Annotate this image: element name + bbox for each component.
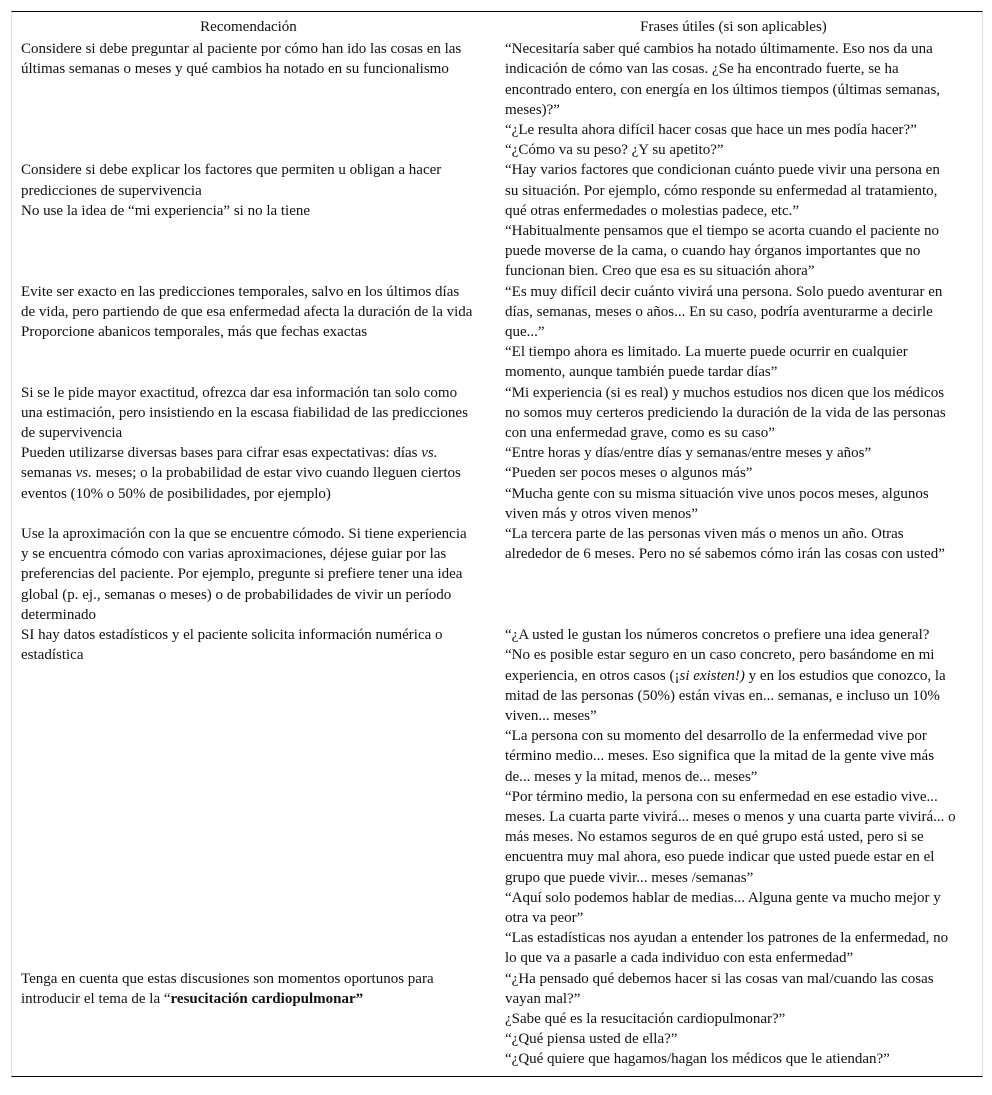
text: Evite ser exacto en las predicciones temporales, salvo en los últimos días de vida, pero partiendo de que esa enfermedad afecta la duración de la vida xyxy=(21,283,473,320)
cell-paragraph xyxy=(505,625,956,645)
text: “La persona con su momento del desarrollo de la enfermedad vive por término medio... meses. Eso significa que la mitad de la gente vive más de... meses y la mitad, menos de... meses” xyxy=(505,728,935,785)
header-useful-phrases: Frases útiles (si son aplicables) xyxy=(640,19,827,35)
header-recommendation: Recomendación xyxy=(200,19,297,35)
text: Use la aproximación con la que se encuentre cómodo. Si tiene experiencia y se encuentra cómodo con varias aproximaciones, déjese guiar por las preferencias del paciente. Por ejemplo, pregunte si prefiere tener una idea global (p. ej., semanas o meses) o de probabilidades de vivir un período determinado xyxy=(21,526,467,623)
table-row xyxy=(12,625,982,968)
text: semanas xyxy=(21,465,76,482)
phrases-cell xyxy=(485,282,982,383)
cell-paragraph xyxy=(21,282,475,322)
text: “¿Cómo va su peso? ¿Y su apetito?” xyxy=(505,142,724,159)
cell-paragraph xyxy=(505,342,956,382)
phrases-cell xyxy=(485,625,982,968)
cell-paragraph xyxy=(505,888,956,928)
text: “¿Ha pensado qué debemos hacer si las cosas van mal/cuando las cosas vayan mal?” xyxy=(505,970,934,1007)
cell-paragraph xyxy=(505,1009,956,1029)
cell-paragraph xyxy=(505,221,956,282)
cell-paragraph xyxy=(505,969,956,1009)
text: “Es muy difícil decir cuánto vivirá una persona. Solo puedo aventurar en días, semanas, meses o años... En su caso, podría aventurarme a decirle que...” xyxy=(505,283,943,341)
text: “¿Qué quiere que hagamos/hagan los médicos que le atiendan?” xyxy=(505,1051,890,1068)
table-row xyxy=(12,160,982,281)
cell-paragraph xyxy=(21,39,475,79)
text: “Mucha gente con su misma situación vive unos pocos meses, algunos viven más y otros viven menos” xyxy=(505,485,929,522)
cell-paragraph xyxy=(505,787,956,888)
text: Considere si debe preguntar al paciente por cómo han ido las cosas en las últimas semanas o meses y qué cambios ha notado en su funcionalismo xyxy=(21,41,462,78)
table-row xyxy=(12,39,982,160)
text: Proporcione abanicos temporales, más que fechas exactas xyxy=(21,324,368,341)
cell-paragraph xyxy=(505,524,956,564)
cell-paragraph xyxy=(505,928,956,968)
cell-paragraph xyxy=(21,969,475,1009)
phrases-cell xyxy=(485,443,982,524)
text: “No es posible estar seguro en un caso concreto, pero basándome en mi experiencia, en otros casos (¡ xyxy=(505,647,935,684)
text: Considere si debe explicar los factores que permiten u obligan a hacer predicciones de supervivencia xyxy=(21,162,442,199)
phrases-cell xyxy=(485,524,982,625)
text: Tenga en cuenta que estas discusiones son momentos oportunos para introducir el tema de la “ xyxy=(21,970,434,1007)
cell-paragraph xyxy=(505,463,956,483)
cell-paragraph xyxy=(505,726,956,787)
text: “Por término medio, la persona con su enfermedad en ese estadio vive... meses. La cuarta parte vivirá... meses o menos y una cuarta parte vivirá... o más meses. No estamos seguros de en qué grupo está usted, pero si se encuentra muy mal ahora, eso puede indicar que usted puede estar en el grupo que puede vivir... meses /semanas” xyxy=(505,788,956,886)
text: “La tercera parte de las personas viven más o menos un año. Otras alrededor de 6 meses. Pero no sé sabemos cómo irán las cosas con usted” xyxy=(505,526,945,563)
text: Si se le pide mayor exactitud, ofrezca dar esa información tan solo como una estimación, pero insistiendo en la escasa fiabilidad de las predicciones de supervivencia xyxy=(21,384,468,442)
cell-paragraph xyxy=(21,160,475,200)
text: “¿Qué piensa usted de ella?” xyxy=(505,1031,678,1048)
table-row xyxy=(12,524,982,625)
table-row xyxy=(12,383,982,444)
cell-paragraph xyxy=(21,383,475,444)
cell-paragraph xyxy=(21,201,475,221)
text: y en los estudios que conozco, la mitad de las personas (50%) están vivas en... semanas, e incluso un 10% viven... meses” xyxy=(505,667,946,724)
cell-paragraph xyxy=(21,524,475,625)
italic-text: si existen!) xyxy=(679,667,745,684)
table-row xyxy=(12,282,982,383)
phrases-cell xyxy=(485,969,982,1076)
table-row xyxy=(12,969,982,1076)
cell-paragraph xyxy=(505,443,956,463)
text: “Necesitaría saber qué cambios ha notado últimamente. Eso nos da una indicación de cómo van las cosas. ¿Se ha encontrado fuerte, se ha encontrado entero, con energía en los últimos tiempos (últimas semanas, meses)?” xyxy=(505,41,941,118)
cell-paragraph xyxy=(505,645,956,726)
text: “Entre horas y días/entre días y semanas/entre meses y años” xyxy=(505,445,872,462)
text: “El tiempo ahora es limitado. La muerte puede ocurrir en cualquier momento, aunque también puede tardar días” xyxy=(505,344,908,381)
text: “Hay varios factores que condicionan cuánto puede vivir una persona en su situación. Por ejemplo, cómo responde su enfermedad al tratamiento, qué otras enfermedades o molestias padece, etc.” xyxy=(505,162,940,219)
cell-paragraph xyxy=(505,140,956,160)
recommendation-cell xyxy=(12,625,485,968)
phrases-cell xyxy=(485,39,982,160)
text: SI hay datos estadísticos y el paciente solicita información numérica o estadística xyxy=(21,627,443,664)
cell-paragraph xyxy=(505,160,956,221)
recommendation-cell xyxy=(12,160,485,281)
text: “Habitualmente pensamos que el tiempo se acorta cuando el paciente no puede moverse de la cama, o cuando hay órganos importantes que no funcionan bien. Creo que esa es su situación ahora” xyxy=(505,223,939,280)
cell-paragraph xyxy=(505,1049,956,1069)
text: “¿A usted le gustan los números concretos o prefiere una idea general? xyxy=(505,627,930,644)
table-body xyxy=(12,39,982,1075)
bold-text: resucitación cardiopulmonar” xyxy=(170,990,364,1007)
text: meses; o la probabilidad de estar vivo cuando lleguen ciertos eventos (10% o 50% de posibilidades, por ejemplo) xyxy=(21,465,461,502)
phrases-cell xyxy=(485,383,982,444)
recommendation-cell xyxy=(12,969,485,1076)
cell-paragraph xyxy=(21,443,475,504)
cell-paragraph xyxy=(21,322,475,342)
recommendation-cell xyxy=(12,383,485,444)
cell-paragraph xyxy=(21,625,475,665)
cell-paragraph xyxy=(505,1029,956,1049)
cell-paragraph xyxy=(505,282,956,343)
text: ¿Sabe qué es la resucitación cardiopulmonar?” xyxy=(505,1010,786,1027)
table-row xyxy=(12,443,982,524)
recommendation-cell xyxy=(12,443,485,524)
text: “Pueden ser pocos meses o algunos más” xyxy=(505,465,753,482)
text: No use la idea de “mi experiencia” si no la tiene xyxy=(21,202,311,219)
text: “¿Le resulta ahora difícil hacer cosas que hace un mes podía hacer?” xyxy=(505,122,917,139)
cell-paragraph xyxy=(505,484,956,524)
recommendation-cell xyxy=(12,39,485,160)
recommendations-table-container xyxy=(11,11,983,1077)
text: “Aquí solo podemos hablar de medias... Alguna gente va mucho mejor y otra va peor” xyxy=(505,889,941,926)
recommendation-cell xyxy=(12,282,485,383)
cell-paragraph xyxy=(505,120,956,140)
cell-paragraph xyxy=(505,39,956,120)
italic-text: vs. xyxy=(75,465,92,482)
recommendation-cell xyxy=(12,524,485,625)
text: “Mi experiencia (si es real) y muchos estudios nos dicen que los médicos no somos muy certeros prediciendo la duración de la vida de las personas con una enfermedad grave, como es su caso” xyxy=(505,384,946,442)
phrases-cell xyxy=(485,160,982,281)
cell-paragraph xyxy=(505,383,956,444)
table-header-row xyxy=(12,12,982,39)
italic-text: vs. xyxy=(421,445,438,462)
text: Pueden utilizarse diversas bases para cifrar esas expectativas: días xyxy=(21,445,422,462)
recommendations-table xyxy=(12,12,982,1076)
text: “Las estadísticas nos ayudan a entender los patrones de la enfermedad, no lo que va a pasarle a cada individuo con esta enfermedad” xyxy=(505,930,949,967)
